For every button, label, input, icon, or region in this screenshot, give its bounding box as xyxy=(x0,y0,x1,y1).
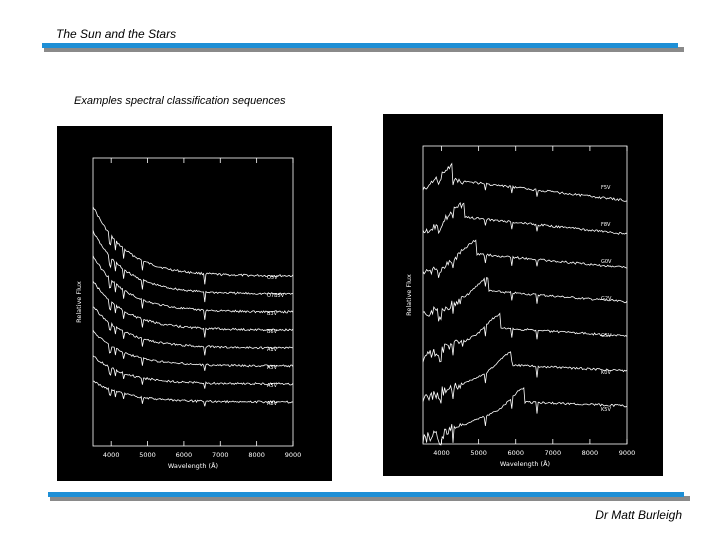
x-tick-label: 6000 xyxy=(507,449,525,457)
series-label: K5V xyxy=(601,407,611,413)
series-label: F8V xyxy=(601,222,611,228)
spectrum-line xyxy=(423,203,627,234)
x-tick-label: 9000 xyxy=(284,451,302,459)
spectra-panel-right xyxy=(383,114,663,476)
spectrum-line xyxy=(423,278,627,322)
spectrum-line xyxy=(423,240,627,277)
spectra-chart-left xyxy=(57,126,332,481)
x-tick-label: 4000 xyxy=(433,449,450,457)
x-tick-label: 5000 xyxy=(139,451,156,459)
spectra-panel-left xyxy=(57,126,332,481)
series-label: A5V xyxy=(267,365,278,371)
page-title: The Sun and the Stars xyxy=(56,27,177,41)
series-label: O5V xyxy=(267,275,278,281)
series-label: G0V xyxy=(601,259,612,265)
series-label: B6V xyxy=(267,329,278,335)
series-label: A8V xyxy=(267,401,278,407)
series-label: K0V xyxy=(601,370,611,376)
spectrum-line xyxy=(423,352,627,404)
y-axis-label: Relative Flux xyxy=(75,281,83,323)
slide-subtitle: Examples spectral classification sequences xyxy=(74,95,286,107)
footer-rule xyxy=(48,492,684,497)
spectrum-line xyxy=(93,256,293,320)
series-label: A5V xyxy=(267,383,278,389)
x-axis-label: Wavelength (Å) xyxy=(499,460,551,468)
x-tick-label: 9000 xyxy=(618,449,636,457)
spectrum-line xyxy=(93,381,293,406)
x-tick-label: 8000 xyxy=(248,451,265,459)
x-tick-label: 8000 xyxy=(581,449,599,457)
x-axis-label: Wavelength (Å) xyxy=(167,462,219,470)
series-label: A1V xyxy=(267,347,278,353)
y-axis-label: Relative Flux xyxy=(405,274,413,316)
spectrum-line xyxy=(423,164,627,202)
series-label: O7B5V xyxy=(267,293,285,299)
series-label: G2V xyxy=(601,296,612,302)
x-tick-label: 7000 xyxy=(544,449,562,457)
spectrum-line xyxy=(93,281,293,337)
series-label: B3V xyxy=(267,311,278,317)
spectra-chart-right xyxy=(383,114,663,476)
x-tick-label: 7000 xyxy=(211,451,229,459)
series-label: F5V xyxy=(601,185,611,191)
x-tick-label: 6000 xyxy=(175,451,193,459)
x-tick-label: 5000 xyxy=(470,449,487,457)
spectrum-line xyxy=(93,356,293,389)
x-tick-label: 4000 xyxy=(102,451,120,459)
footer-author: Dr Matt Burleigh xyxy=(595,508,682,522)
spectrum-line xyxy=(423,314,627,363)
header-rule xyxy=(42,43,678,48)
series-label: G5V xyxy=(601,333,612,339)
